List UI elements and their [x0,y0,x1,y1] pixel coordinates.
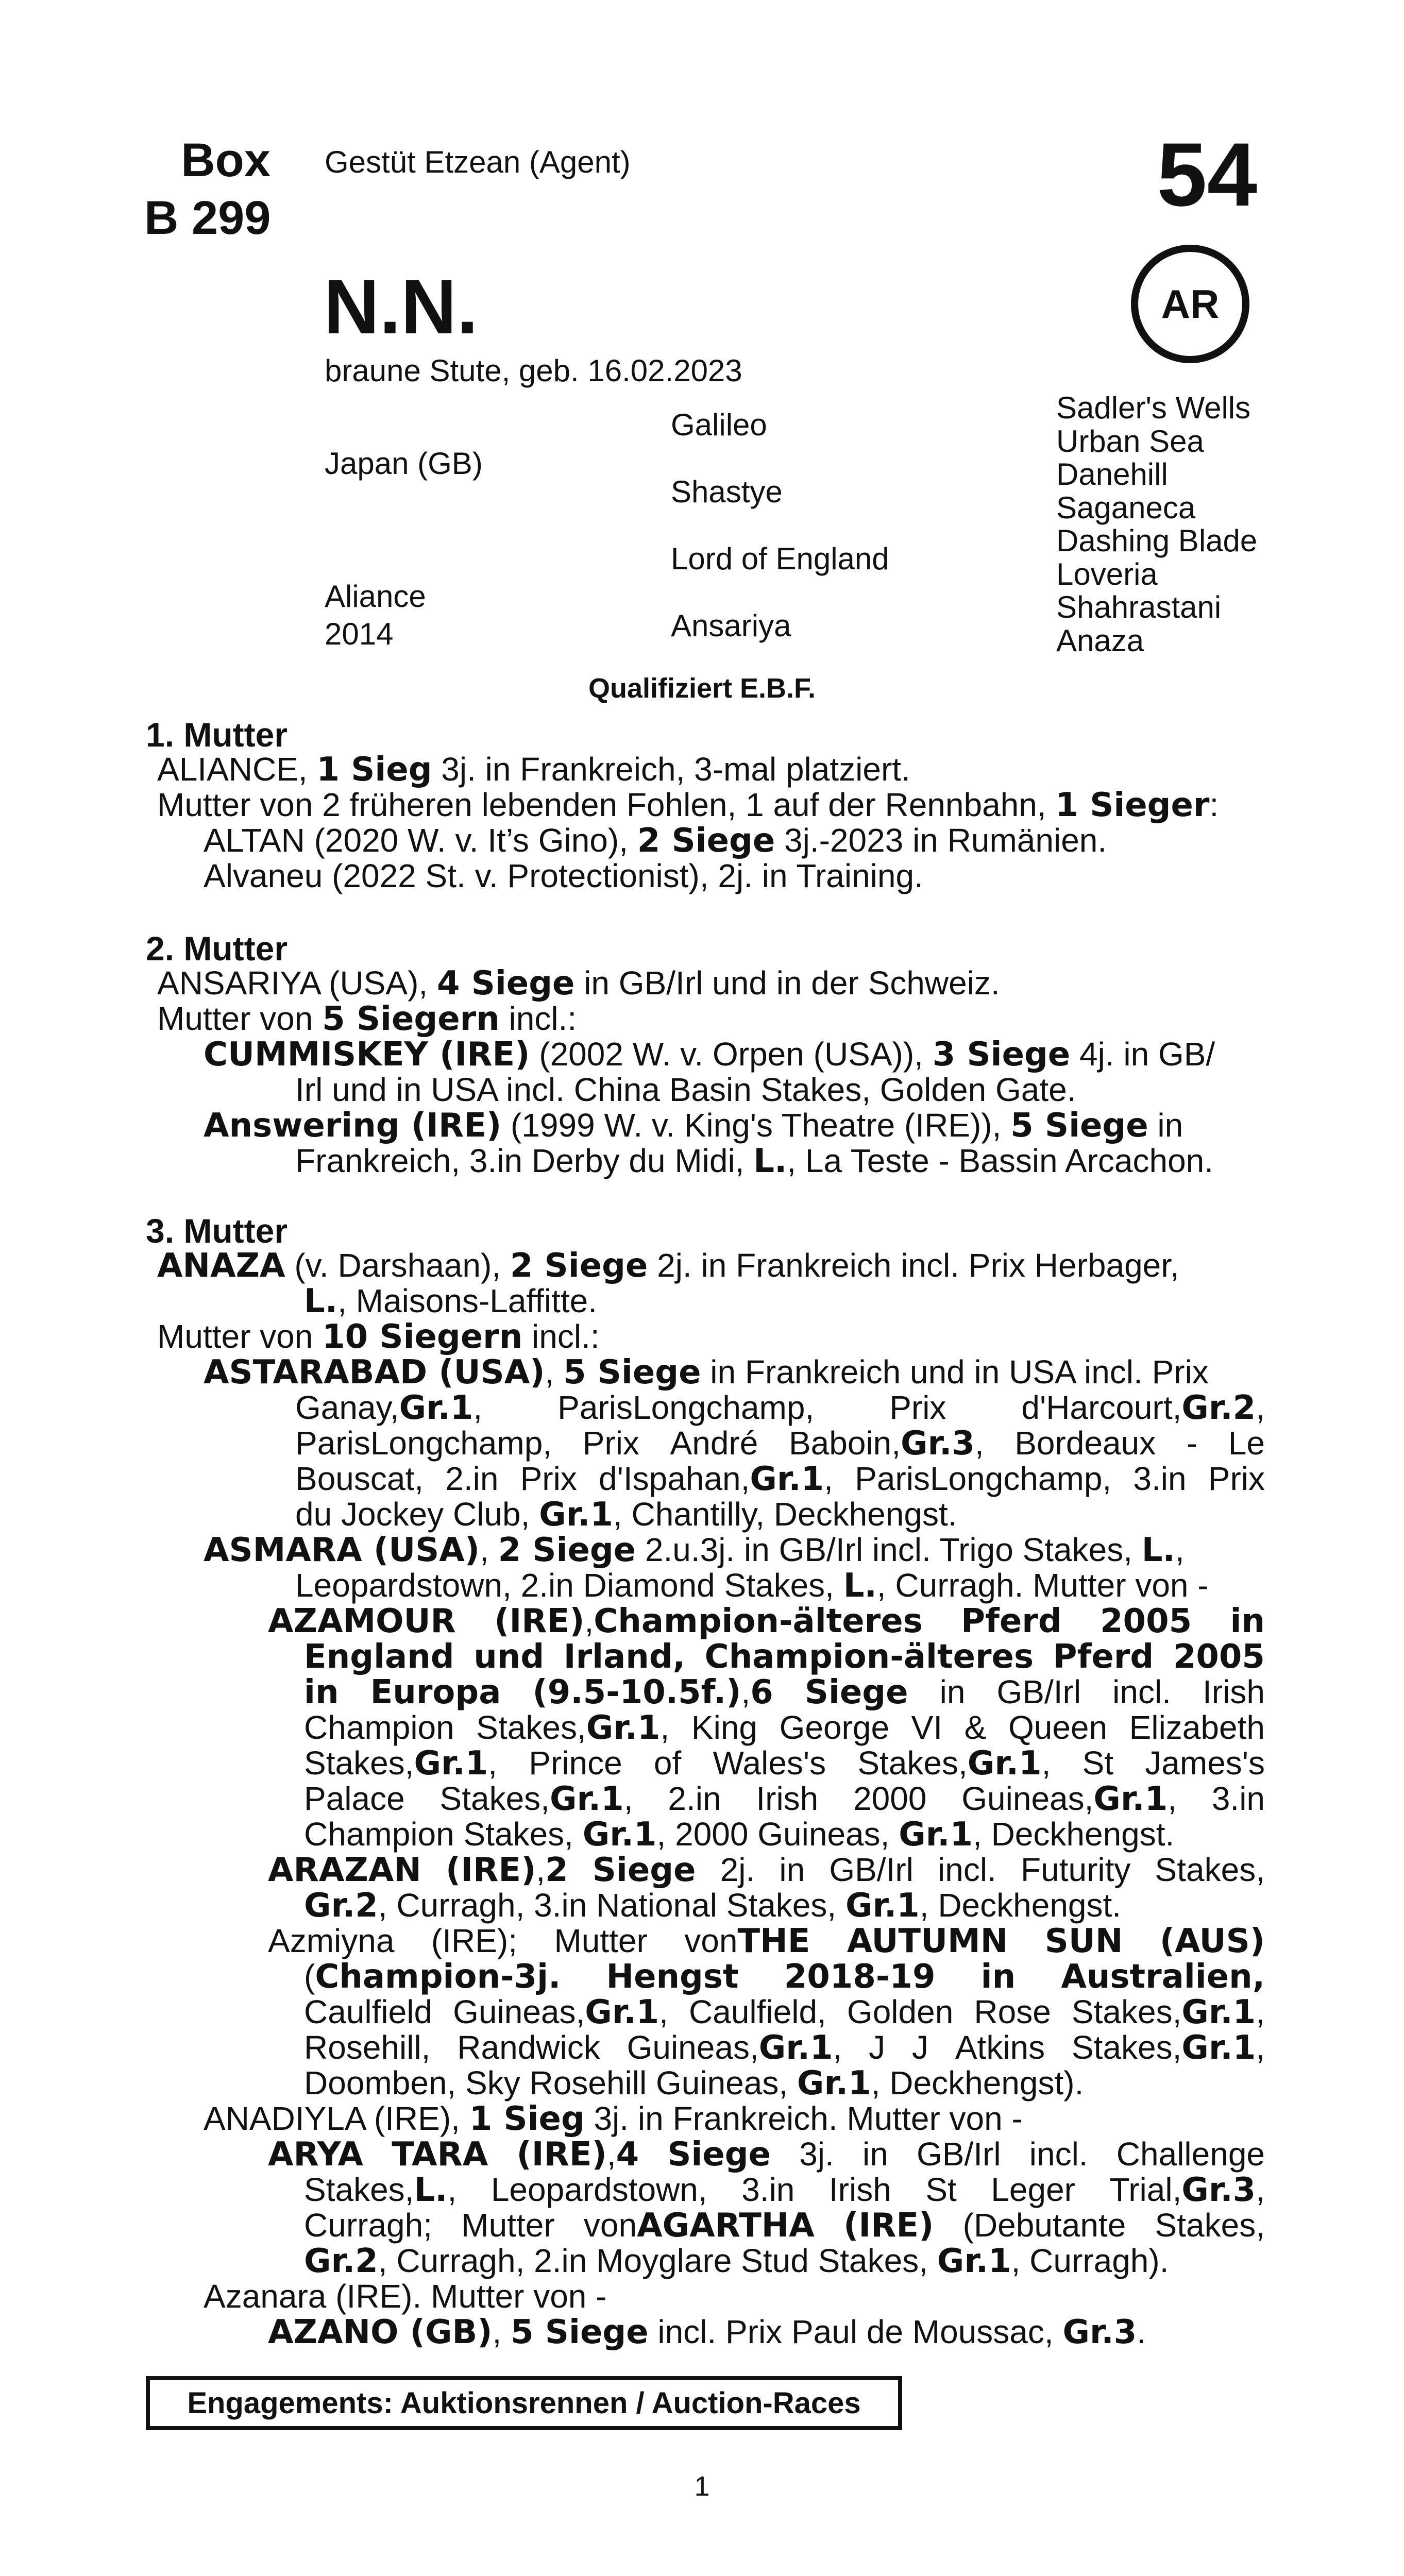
text-line-justified [295,1390,1265,1426]
section-title: 1. Mutter [146,716,288,754]
word: Rosehill, [304,2029,431,2066]
text-line-justified [304,1781,1265,1817]
word: Stakes,Gr.1, [1071,2029,1265,2067]
pedigree-gen3-5: Dashing Blade [1056,523,1258,558]
word: Irish [756,1780,819,1817]
text-line: Gr.2, Curragh, 3.in National Stakes, Gr.1, Deckhengst. [304,1887,1122,1925]
text-line: Leopardstown, 2.in Diamond Stakes, L., Curragh. Mutter von - [295,1567,1209,1605]
box-label-line2: B 299 [144,192,271,244]
pedigree-dam: Aliance [325,579,426,614]
word: Bordeaux [1014,1425,1156,1462]
word: GB/Irl [996,1673,1081,1710]
word: 3.in [1211,1780,1265,1817]
consignor: Gestüt Etzean (Agent) [325,145,631,179]
word: Futurity [1021,1851,1131,1888]
text-line: Mutter von 5 Siegern incl.: [157,1000,577,1038]
pedigree-gen3-6: Loveria [1056,556,1158,591]
text-line: Irl und in USA incl. China Basin Stakes, Golden Gate. [295,1071,1076,1108]
word: King [691,1709,757,1746]
word: - [1186,1425,1198,1462]
word: J [869,2029,886,2066]
page-number: 1 [694,2471,710,2502]
word: GB/Irl [917,2136,1001,2173]
pedigree-sire: Japan (GB) [325,446,483,481]
pedigree-gen2-4: Ansariya [671,608,791,643]
word: TARA [392,2136,488,2174]
word: (IRE),Champion-älteres [494,1602,923,1640]
word: Irland, [563,1638,685,1676]
word: 2000 [853,1780,927,1817]
word: GB/Irl [829,1851,914,1888]
word: ParisLongchamp, [855,1460,1112,1497]
word: Golden [847,1993,954,2030]
pedigree-gen3-2: Urban Sea [1056,423,1204,459]
word: in [939,1673,966,1710]
word: incl. [938,1851,996,1888]
word: 3.in [1133,1460,1187,1497]
text-line: ASMARA (USA), 2 Siege 2.u.3j. in GB/Irl incl. Trigo Stakes, L., [204,1531,1185,1569]
word: Mutter [554,1922,648,1959]
text-line: ANAZA (v. Darshaan), 2 Siege 2j. in Frankreich incl. Prix Herbager, [157,1247,1179,1285]
word: & [964,1709,987,1746]
text-line: Answering (IRE) (1999 W. v. King's Theatre (IRE)), 5 Siege in [204,1107,1183,1145]
word: (IRE),2 [446,1851,568,1889]
word: Prince [529,1744,622,1782]
word: Ganay,Gr.1, [295,1389,483,1427]
word: Stakes,Gr.1, [476,1709,670,1747]
word: Trial,Gr.3, [1109,2171,1265,2209]
text-line-justified [304,1959,1265,1995]
word: Guineas,Gr.1, [961,1780,1177,1818]
word: Irish [828,2171,891,2208]
text-line-justified [304,1639,1265,1675]
word: ParisLongchamp, [557,1389,815,1426]
word: England [304,1638,454,1676]
word: James's [1145,1744,1265,1782]
word: Siege [592,1851,696,1889]
word: Stakes, [1155,2207,1265,2244]
pedigree-gen3-8: Anaza [1056,623,1144,658]
word: J [912,2029,928,2066]
word: Palace [304,1780,405,1817]
word: 2005 [1100,1602,1192,1640]
word: SUN [1044,1922,1123,1960]
pedigree-gen3-1: Sadler's Wells [1056,391,1251,425]
section-title: 2. Mutter [146,929,288,968]
word: in [862,2136,888,2173]
pedigree-gen3 [1056,392,1257,657]
word: ParisLongchamp, [295,1425,552,1462]
word: Pferd [1053,1638,1154,1676]
word: VI [911,1709,943,1746]
engagements-label: Engagements: Auktionsrennen / Auction-Races [187,2386,861,2420]
text-line-justified [304,2208,1265,2244]
word: und [473,1638,545,1676]
pedigree-gen3-7: Shahrastani [1056,590,1222,624]
word: AZAMOUR [268,1602,456,1640]
word: d'Ispahan,Gr.1, [599,1460,833,1498]
word: Challenge [1116,2136,1265,2173]
word: in [779,1851,805,1888]
word: Stakes, [1155,1851,1265,1888]
text-line-justified [268,2137,1265,2173]
text-line-justified [268,1603,1265,1639]
text-line-justified [295,1426,1265,1462]
word: (AUS) [1159,1922,1265,1960]
word: André [670,1425,758,1462]
word: d'Harcourt,Gr.2, [1021,1389,1265,1427]
word: (IRE),4 [516,2136,639,2174]
word: Stakes,L., [304,2171,457,2209]
word: 2j. [720,1851,755,1888]
text-line-justified [304,2030,1265,2066]
text-line-justified [304,1674,1265,1710]
word: St [1082,1744,1114,1782]
word: ARAZAN [268,1851,421,1889]
pedigree-gen2-3: Lord of England [671,541,889,576]
word: Prix [1208,1460,1265,1497]
word: Stakes,Gr.1, [857,1744,1051,1783]
engagements-box [146,2376,902,2430]
word: 2.in [445,1460,499,1497]
word: Azmiyna [268,1922,395,1959]
text-line-justified [268,1852,1265,1888]
text-line: L., Maisons-Laffitte. [304,1282,598,1320]
word: Caulfield [304,1993,433,2030]
word: (IRE); [431,1922,517,1959]
word: in [1230,1602,1265,1640]
word: Stakes,Gr.1, [439,1780,633,1818]
word: Queen [1008,1709,1108,1746]
word: Siege [804,1673,908,1711]
word: Atkins [955,2029,1045,2066]
word: in [304,1673,339,1711]
word: Champion-älteres [704,1638,1034,1676]
word: of [653,1744,682,1782]
section-title: 3. Mutter [146,1212,288,1250]
word: Irish [1203,1673,1265,1710]
ar-badge [1131,245,1249,363]
word: Europa [370,1673,501,1711]
word: Stakes,Gr.1, [304,1744,498,1783]
word: incl. [1112,1673,1171,1710]
word: vonAGARTHA [583,2207,815,2245]
text-line: Azanara (IRE). Mutter von - [204,2278,607,2315]
word: Curragh; [304,2207,432,2244]
word: 2.in [668,1780,721,1817]
text-line: ALIANCE, 1 Sieg 3j. in Frankreich, 3-mal platziert. [157,751,910,789]
word: vonTHE [684,1922,810,1960]
text-line: Frankreich, 3.in Derby du Midi, L., La Teste - Bassin Arcachon. [295,1142,1214,1180]
pedigree-dam-year: 2014 [325,617,394,651]
text-line: Mutter von 10 Siegern incl.: [157,1318,600,1356]
word: Prix [889,1389,946,1426]
word: Stakes,Gr.1, [1071,1993,1265,2031]
text-line-justified [304,1994,1265,2030]
word: Rose [974,1993,1051,2030]
word: ARYA [268,2136,364,2174]
word: 2018-19 [784,1958,936,1996]
text-line-justified [304,1710,1265,1746]
text-line: ALTAN (2020 W. v. It’s Gino), 2 Siege 3j.-2023 in Rumänien. [204,822,1107,860]
word: Randwick [457,2029,600,2066]
word: Guineas,Gr.1, [453,1993,668,2031]
word: Champion [304,1709,454,1746]
word: (Debutante [962,2207,1126,2244]
word: (9.5-10.5f.),6 [532,1673,773,1711]
word: George [779,1709,890,1746]
word: Caulfield, [689,1993,826,2030]
horse-name: N.N. [324,263,478,350]
ar-badge-label: AR [1161,281,1220,327]
word: Leopardstown, [490,2171,707,2208]
word: Prix [582,1425,639,1462]
word: in [980,1958,1016,1996]
text-line: Mutter von 2 früheren lebenden Fohlen, 1 auf der Rennbahn, 1 Sieger: [157,786,1219,824]
word: Siege [667,2136,771,2174]
word: 3.in [741,2171,795,2208]
text-line: CUMMISKEY (IRE) (2002 W. v. Orpen (USA)), 3 Siege 4j. in GB/ [204,1036,1215,1074]
word: Leger [991,2171,1075,2208]
word: Elizabeth [1129,1709,1265,1746]
pedigree-gen2-2: Shastye [671,474,783,509]
text-line: Gr.2, Curragh, 2.in Moyglare Stud Stakes, Gr.1, Curragh). [304,2242,1169,2280]
text-line: Doomben, Sky Rosehill Guineas, Gr.1, Deckhengst). [304,2064,1084,2103]
text-line: ANSARIYA (USA), 4 Siege in GB/Irl und in der Schweiz. [157,964,1000,1003]
word: Mutter [461,2207,555,2244]
word: incl. [1029,2136,1088,2173]
horse-description: braune Stute, geb. 16.02.2023 [325,353,742,388]
word: Baboin,Gr.3, [788,1425,984,1463]
lot-number: 54 [1157,125,1257,225]
word: Le [1228,1425,1265,1462]
text-line-justified [304,1745,1265,1782]
text-line-justified [295,1461,1265,1497]
word: AUTUMN [847,1922,1008,1960]
word: (Champion-3j. [304,1958,561,1996]
qualification: Qualifiziert E.B.F. [588,673,816,704]
text-line: Alvaneu (2022 St. v. Protectionist), 2j. in Training. [204,857,923,894]
text-line: Champion Stakes, Gr.1, 2000 Guineas, Gr.1, Deckhengst. [304,1816,1175,1854]
word: (IRE) [843,2207,934,2245]
word: Pferd [961,1602,1062,1640]
box-label [144,131,270,247]
word: Wales's [713,1744,826,1782]
box-label-line1: Box [181,134,270,187]
text-line: AZANO (GB), 5 Siege incl. Prix Paul de Moussac, Gr.3. [268,2313,1146,2351]
text-line: du Jockey Club, Gr.1, Chantilly, Deckhengst. [295,1496,957,1534]
text-line: ASTARABAD (USA), 5 Siege in Frankreich und in USA incl. Prix [204,1353,1209,1392]
word: Bouscat, [295,1460,424,1497]
text-line: ANADIYLA (IRE), 1 Sieg 3j. in Frankreich. Mutter von - [204,2100,1023,2138]
word: Guineas,Gr.1, [627,2029,842,2067]
pedigree-gen2-1: Galileo [671,408,767,442]
word: Prix [520,1460,577,1497]
word: 2005 [1173,1638,1265,1676]
text-line-justified [268,1923,1265,1959]
pedigree-gen3-4: Saganeca [1056,490,1196,525]
word: 3j. [799,2136,834,2173]
word: Hengst [606,1958,739,1996]
word: Australien, [1061,1958,1265,1996]
word: St [925,2171,957,2208]
pedigree-gen3-3: Danehill [1056,457,1168,492]
text-line-justified [304,2172,1265,2208]
